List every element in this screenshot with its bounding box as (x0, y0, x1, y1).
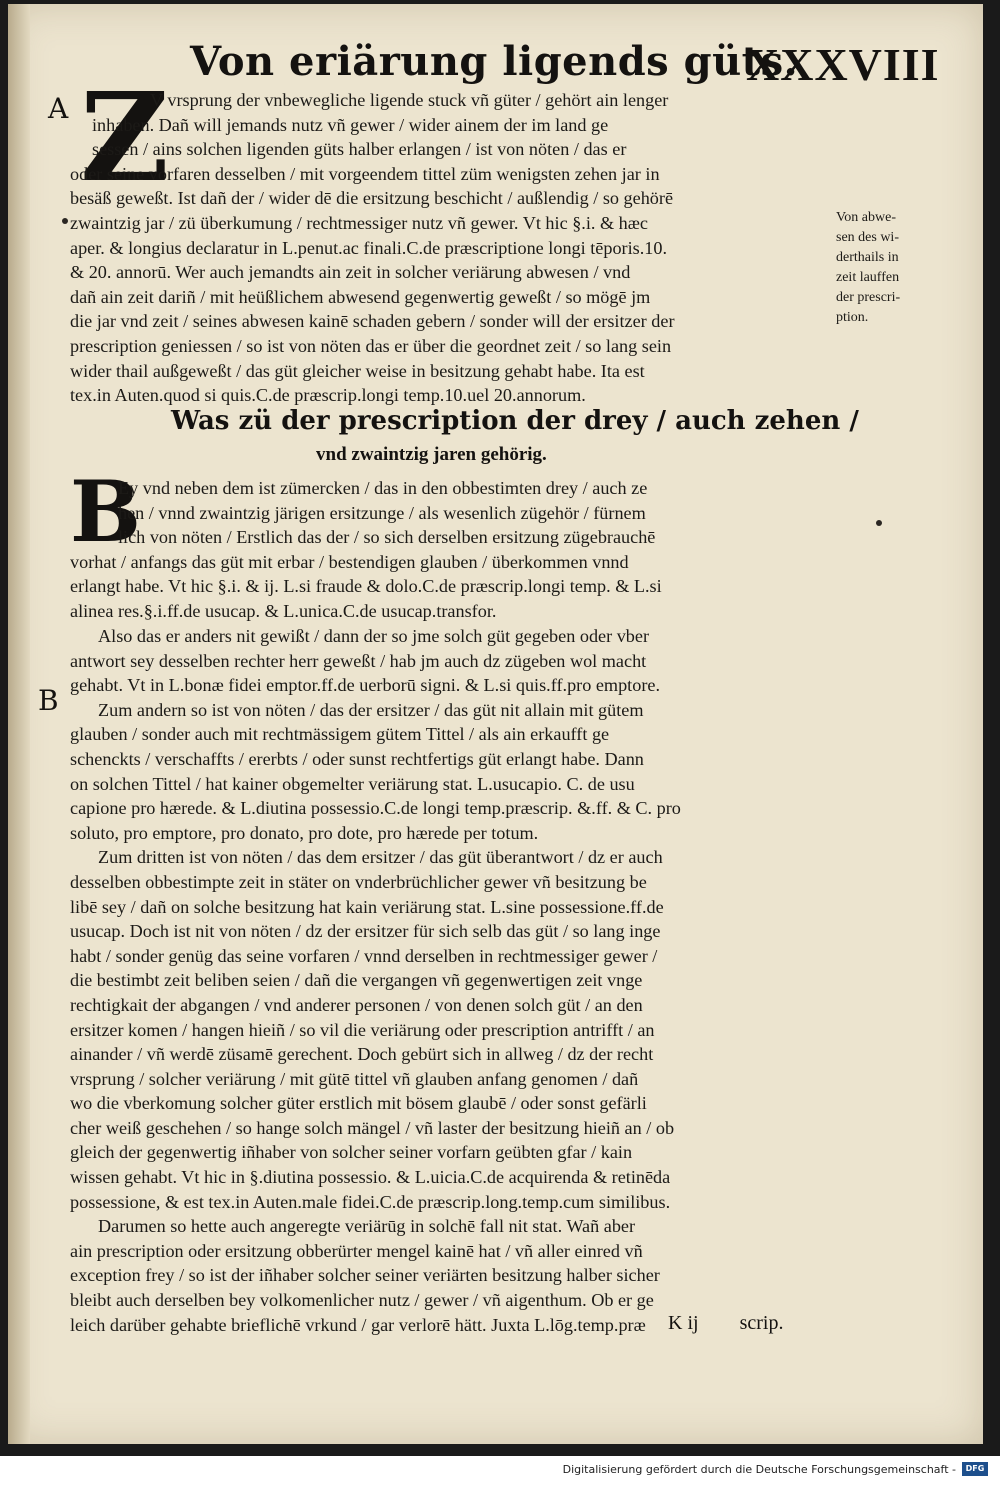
text-line: oder seine vorfaren desselben / mit vorgeendem tittel züm wenigsten zehen jar in (70, 163, 660, 184)
text-line: glauben / sonder auch mit rechtmässigem gütem Tittel / als ain erkaufft ge (70, 724, 610, 745)
text-line: alinea res.§.i.ff.de usucap. & L.unica.C.de usucap.transfor. (70, 600, 497, 621)
text-line: schenckts / verschaffts / ererbts / oder sunst rechtfertigs güt erlangt habe. Dann (70, 748, 644, 769)
text-line: usucap. Doch ist nit von nöten / dz der ersitzer für sich selb das güt / so lang inge (70, 921, 661, 942)
text-line: cher weiß geschehen / so hange solch mängel / vñ laster der besitzung hieiñ an / ob (70, 1117, 675, 1138)
text-line: die jar vnd zeit / seines abwesen kainē schaden gebern / sonder will der ersitzer der (70, 311, 675, 332)
text-line: wo die vberkomung solcher güter erstlich mit bösem glaubē / oder sonst gefärli (70, 1093, 647, 1114)
text-line: exception frey / so ist der iñhaber solcher seiner veriärten besitzung halber sicher (70, 1265, 660, 1286)
signature-mark: K ij (668, 1312, 699, 1334)
text-line: ersitzer komen / hangen hieiñ / so vil die veriärung oder prescription antrifft / an (70, 1019, 655, 1040)
text-line: Zum dritten ist von nöten / das dem ersitzer / das güt überantwort / dz er auch (98, 847, 663, 868)
text-line: on solchen Tittel / hat kainer obgemelter veriärung stat. L.usucapio. C. de usu (70, 773, 635, 794)
text-line: bleibt auch derselben bey volkomenlicher nutz / gewer / vñ aigenthum. Ob er ge (70, 1290, 654, 1311)
section-two-text (70, 476, 840, 624)
body-paragraphs (70, 624, 840, 1337)
running-title: Von eriärung ligends güts. (190, 38, 799, 85)
text-line: possessione, & est tex.in Auten.male fidei.C.de præscrip.long.temp.cum similibus. (70, 1191, 671, 1212)
section-one-text (70, 88, 840, 408)
text-line: Also das er anders nit gewißt / dann der so jme solch güt gegeben oder vber (98, 626, 650, 646)
text-line: Darumen so hette auch angeregte veriärūg in solchē fall nit stat. Wañ aber (98, 1216, 636, 1237)
text-line: rechtigkait der abgangen / vnd anderer personen / von denen solch güt / an den (70, 994, 643, 1015)
text-line: wissen gehabt. Vt hic in §.diutina possessio. & L.uicia.C.de acquirenda & retinēda (70, 1167, 671, 1188)
text-line: soluto, pro emptore, pro donato, pro dote, pro hærede per totum. (70, 822, 539, 843)
margin-note-line: zeit lauffen (836, 270, 900, 285)
text-line: zwaintzig jar / zü überkumung / rechtmessiger nutz vñ gewer. Vt hic §.i. & hæc (70, 212, 648, 233)
text-line: hen / vnnd zwaintzig järigen ersitzunge / als wesenlich zügehör / fürnem (118, 502, 646, 523)
text-line: capione pro hærede. & L.diutina possessio.C.de longi temp.præscrip. &.ff. & C. pro (70, 798, 681, 819)
text-line: libē sey / dañ on solche besitzung hat kain veriärung stat. L.sine possessione.ff.de (70, 896, 664, 917)
text-line: & 20. annorū. Wer auch jemandts ain zeit in solcher veriärung abwesen / vnd (70, 262, 631, 283)
section-heading: Was zü der prescription der drey / auch zehen / (171, 406, 859, 436)
text-line: habt / sonder genüg das seine vorfaren / vnnd derselben in rechtmessiger gewer / (70, 945, 658, 966)
folio-number: XXXVIII (746, 39, 940, 90)
catchword-line (668, 1312, 819, 1335)
text-line: vrsprung / solcher veriärung / mit gütē tittel vñ glauben anfang genomen / dañ (70, 1068, 639, 1089)
margin-note-line: sen des wi- (836, 230, 899, 245)
text-line: gehabt. Vt in L.bonæ fidei emptor.ff.de uerborū signi. & L.si quis.ff.pro emptore. (70, 675, 660, 696)
page-gutter (8, 4, 30, 1444)
text-line: tex.in Auten.quod si quis.C.de præscrip.longi temp.10.uel 20.annorum. (70, 385, 586, 406)
text-line: aper. & longius declaratur in L.penut.ac finali.C.de præscriptione longi tēporis.10. (70, 237, 668, 258)
section-marker-b: B (38, 684, 59, 717)
text-line: wider thail außgeweßt / das güt gleicher weise in besitzung gehabt habe. Ita est (70, 360, 645, 381)
text-line: inhaben. Dañ will jemands nutz vñ gewer / wider ainem der im land ge (92, 114, 609, 135)
text-line: die bestimbt zeit beliben seien / dañ die vergangen vñ gegenwertigen zeit vnge (70, 970, 643, 991)
funding-credit: Digitalisierung gefördert durch die Deutsche Forschungsgemeinschaft - (562, 1463, 956, 1476)
section-subheading: vnd zwaintzig jaren gehörig. (316, 444, 547, 465)
dfg-logo-icon: DFG (962, 1462, 988, 1476)
text-line: erlangt habe. Vt hic §.i. & ij. L.si fraude & dolo.C.de præscrip.longi temp. & L.si (70, 576, 662, 597)
decorated-initial-z: Z (80, 65, 170, 209)
margin-dot (62, 218, 68, 224)
text-line: besäß geweßt. Ist dañ der / wider dē die ersitzung beschicht / außlendig / so gehörē (70, 188, 674, 209)
text-line: Zum andern so ist von nöten / das der ersitzer / das güt nit allain mit gütem (98, 699, 644, 720)
section-marker-a: A (48, 92, 69, 125)
text-line: prescription geniessen / so ist von nöten das er über die geordnet zeit / so lang sein (70, 335, 672, 356)
text-line: ain prescription oder ersitzung obberürter mengel kainē hat / vñ aller einred vñ (70, 1240, 643, 1261)
margin-note-line: Von abwe- (836, 210, 897, 225)
text-line: V vrsprung der vnbewegliche ligende stuck vñ güter / gehört ain lenger (150, 90, 669, 110)
margin-note-line: der prescri- (836, 290, 901, 305)
text-line: vorhat / anfangs das güt mit erbar / bestendigen glauben / überkommen vnnd (70, 551, 629, 572)
catchword: scrip. (739, 1312, 784, 1334)
decorated-initial-b: B (70, 462, 141, 561)
text-line: sessen / ains solchen ligenden güts halber erlangen / ist von nöten / das er (92, 139, 627, 160)
text-line: antwort sey desselben rechter herr geweßt / hab jm auch dz zügeben wol macht (70, 650, 647, 671)
text-line: lich von nöten / Erstlich das der / so sich derselben ersitzung zügebrauchē (118, 527, 656, 548)
margin-note-line: ption. (836, 310, 869, 325)
footer-bar (0, 1456, 1000, 1486)
margin-note-line: derthails in (836, 250, 899, 265)
margin-dot (876, 520, 882, 526)
text-line: ainander / vñ werdē züsamē gerechent. Doch gebürt sich in allweg / dz der recht (70, 1044, 654, 1065)
book-page (8, 4, 983, 1444)
text-line: leich darüber gehabte brieflichē vrkund / gar verlorē hätt. Juxta L.lōg.temp.præ (70, 1314, 646, 1335)
text-line: desselben obbestimpte zeit in stäter on vnderbrüchlicher gewer vñ besitzung be (70, 871, 647, 892)
margin-note (836, 208, 946, 328)
text-line: dañ ain zeit dariñ / mit heüßlichem abwesend gegenwertig geweßt / so mögē jm (70, 286, 651, 307)
text-line: gleich der gegenwertig iñhaber von solcher seiner vorfarn geübten gfar / kain (70, 1142, 633, 1163)
text-line: Ey vnd neben dem ist zümercken / das in den obbestimten drey / auch ze (118, 478, 648, 498)
